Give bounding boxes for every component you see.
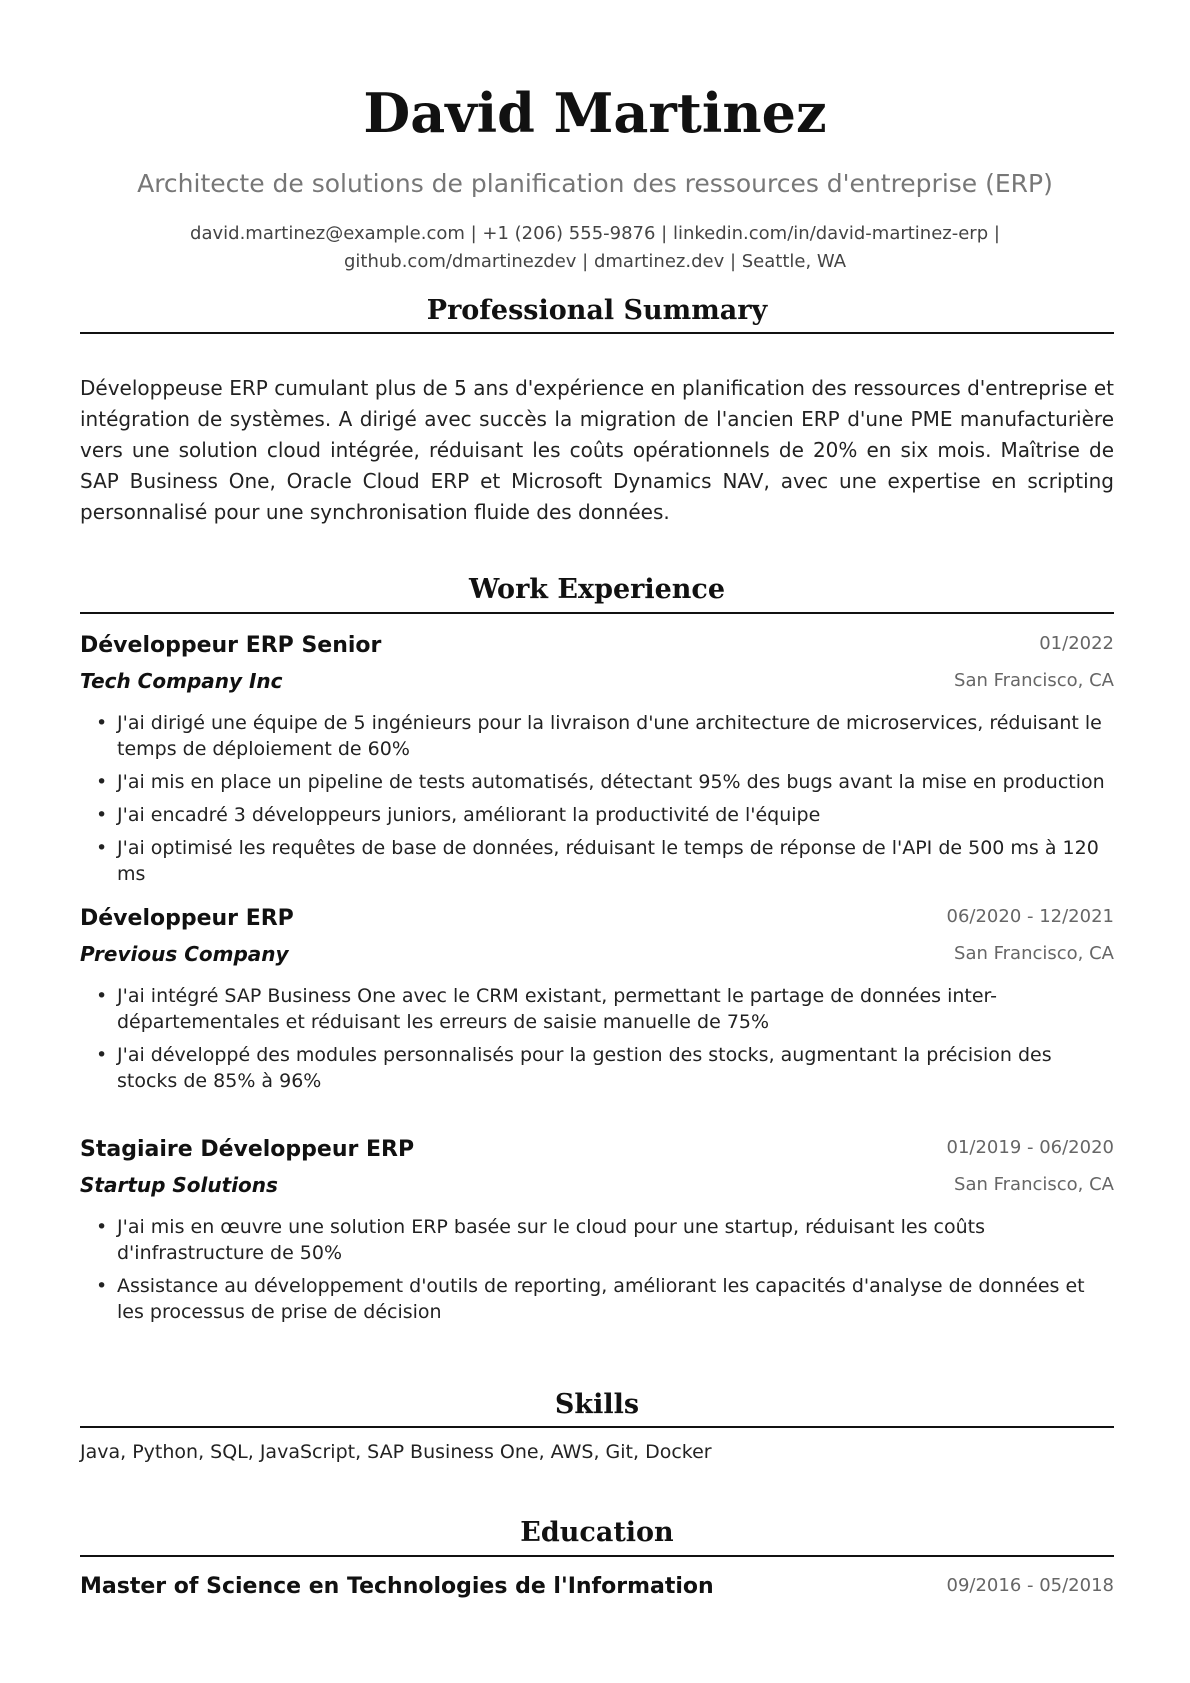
skills-heading: Skills xyxy=(554,1389,640,1420)
contact-line-1: david.martinez@example.com | +1 (206) 555-9876 | linkedin.com/in/david-martinez-erp | xyxy=(190,223,1000,244)
bullet-text: J'ai intégré SAP Business One avec le CRM existant, permettant le partage de données inter-départementales et réduisant les erreurs de saisie manuelle de 75% xyxy=(117,985,997,1033)
list-item xyxy=(96,983,1114,1035)
bullet-icon: • xyxy=(96,1044,108,1066)
candidate-title: Architecte de solutions de planification des ressources d'entreprise (ERP) xyxy=(137,169,1053,198)
list-item xyxy=(96,802,1114,828)
bullet-icon: • xyxy=(96,712,108,734)
company-name: Previous Company xyxy=(80,942,289,966)
list-item xyxy=(96,1214,1114,1266)
list-item xyxy=(96,835,1114,887)
bullet-text: J'ai dirigé une équipe de 5 ingénieurs pour la livraison d'une architecture de microservices, réduisant le temps de déploiement de 60% xyxy=(117,712,1102,760)
bullet-icon: • xyxy=(96,771,108,793)
job-title: Développeur ERP xyxy=(80,906,294,931)
education-heading: Education xyxy=(520,1517,674,1548)
job-date: 01/2019 - 06/2020 xyxy=(946,1137,1114,1158)
bullet-icon: • xyxy=(96,1216,108,1238)
contact-line-2: github.com/dmartinezdev | dmartinez.dev | Seattle, WA xyxy=(343,251,847,272)
bullet-text: J'ai encadré 3 développeurs juniors, améliorant la productivité de l'équipe xyxy=(117,804,821,826)
list-item xyxy=(96,769,1114,795)
job-bullets xyxy=(96,1214,1114,1332)
bullet-icon: • xyxy=(96,804,108,826)
list-item xyxy=(96,710,1114,762)
job-location: San Francisco, CA xyxy=(954,943,1114,964)
job-bullets xyxy=(96,710,1114,894)
bullet-icon: • xyxy=(96,837,108,859)
bullet-icon: • xyxy=(96,985,108,1007)
bullet-text: Assistance au développement d'outils de reporting, améliorant les capacités d'analyse de données et les processus de prise de décision xyxy=(117,1275,1085,1323)
bullet-text: J'ai développé des modules personnalisés pour la gestion des stocks, augmentant la précision des stocks de 85% à 96% xyxy=(117,1044,1052,1092)
degree-date: 09/2016 - 05/2018 xyxy=(946,1575,1114,1596)
bullet-text: J'ai mis en place un pipeline de tests automatisés, détectant 95% des bugs avant la mise en production xyxy=(117,771,1105,793)
contact-info xyxy=(0,220,1190,276)
degree-title: Master of Science en Technologies de l'Information xyxy=(80,1574,714,1599)
education-divider xyxy=(80,1555,1114,1557)
company-name: Startup Solutions xyxy=(80,1173,278,1197)
skills-divider xyxy=(80,1426,1114,1428)
job-title: Développeur ERP Senior xyxy=(80,633,382,658)
candidate-name: David Martinez xyxy=(363,81,827,145)
list-item xyxy=(96,1273,1114,1325)
job-location: San Francisco, CA xyxy=(954,1174,1114,1195)
list-item xyxy=(96,1042,1114,1094)
skills-list: Java, Python, SQL, JavaScript, SAP Business One, AWS, Git, Docker xyxy=(80,1441,712,1463)
experience-divider xyxy=(80,612,1114,614)
experience-heading: Work Experience xyxy=(468,574,726,605)
bullet-text: J'ai optimisé les requêtes de base de données, réduisant le temps de réponse de l'API de 500 ms à 120 ms xyxy=(117,837,1099,885)
job-location: San Francisco, CA xyxy=(954,670,1114,691)
bullet-text: J'ai mis en œuvre une solution ERP basée sur le cloud pour une startup, réduisant les coûts d'infrastructure de 50% xyxy=(117,1216,985,1264)
job-date: 06/2020 - 12/2021 xyxy=(946,906,1114,927)
summary-divider xyxy=(80,332,1114,334)
job-bullets xyxy=(96,983,1114,1101)
bullet-icon: • xyxy=(96,1275,108,1297)
job-date: 01/2022 xyxy=(1039,633,1114,654)
job-title: Stagiaire Développeur ERP xyxy=(80,1137,415,1162)
company-name: Tech Company Inc xyxy=(80,669,283,693)
summary-heading: Professional Summary xyxy=(426,295,768,326)
summary-text: Développeuse ERP cumulant plus de 5 ans d'expérience en planification des ressources d'entreprise et intégration de systèmes. A dirigé avec succès la migration de l'ancien ERP d'une PME manufacturière vers une solution cloud intégrée, réduisant les coûts opérationnels de 20% en six mois. Maîtrise de SAP Business One, Oracle Cloud ERP et Microsoft Dynamics NAV, avec une expertise en scripting personnalisé pour une synchronisation fluide des données. xyxy=(80,376,1114,524)
